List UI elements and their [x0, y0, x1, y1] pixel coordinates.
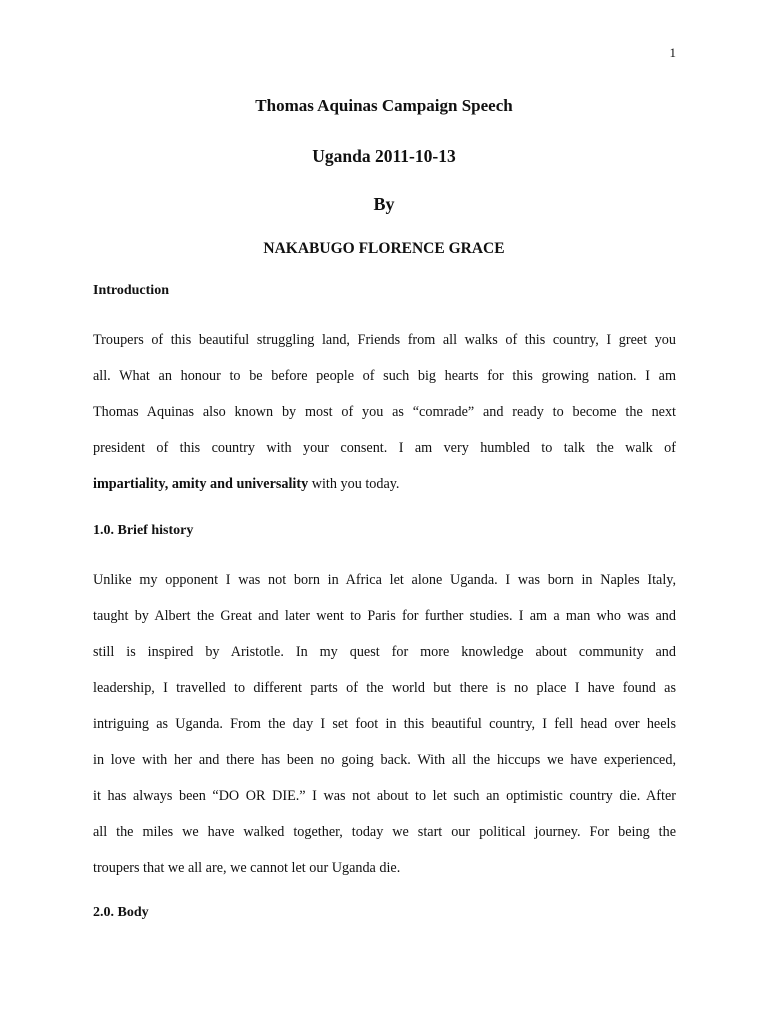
introduction-paragraph: [93, 322, 676, 502]
body-heading: 2.0. Body: [93, 905, 149, 920]
paragraph-line: taught by Albert the Great and later went to Paris for further studies. I am a man who was and: [93, 608, 676, 624]
paragraph-line: Thomas Aquinas also known by most of you as “comrade” and ready to become the next: [93, 404, 676, 420]
paragraph-line: all the miles we have walked together, today we start our political journey. For being the: [93, 824, 676, 840]
paragraph-line: still is inspired by Aristotle. In my quest for more knowledge about community and: [93, 644, 676, 660]
brief-history-paragraph: [93, 562, 676, 886]
paragraph-line: all. What an honour to be before people of such big hearts for this growing nation. I am: [93, 368, 676, 384]
author-name: NAKABUGO FLORENCE GRACE: [263, 240, 505, 257]
page-number: 1: [669, 45, 676, 60]
brief-history-heading: 1.0. Brief history: [93, 523, 194, 538]
by-line: By: [373, 194, 395, 214]
paragraph-line: in love with her and there has been no going back. With all the hiccups we have experienced,: [93, 752, 676, 768]
place-date: Uganda 2011-10-13: [312, 146, 456, 166]
paragraph-line: Troupers of this beautiful struggling land, Friends from all walks of this country, I greet you: [93, 332, 676, 348]
paragraph-line: leadership, I travelled to different parts of the world but there is no place I have found as: [93, 680, 676, 696]
paragraph-line: intriguing as Uganda. From the day I set foot in this beautiful country, I fell head over heels: [93, 716, 676, 732]
paragraph-line: troupers that we all are, we cannot let our Uganda die.: [93, 860, 401, 876]
paragraph-line: president of this country with your consent. I am very humbled to talk the walk of: [93, 440, 676, 456]
paragraph-line: it has always been “DO OR DIE.” I was not about to let such an optimistic country die. After: [93, 788, 676, 804]
document-title: Thomas Aquinas Campaign Speech: [255, 96, 513, 115]
paragraph-line: [93, 466, 676, 502]
paragraph-line: Unlike my opponent I was not born in Africa let alone Uganda. I was born in Naples Italy,: [93, 572, 676, 588]
introduction-heading: Introduction: [93, 283, 169, 298]
bold-phrase: impartiality, amity and universality: [93, 476, 309, 492]
paragraph-line-end: with you today.: [308, 476, 400, 492]
